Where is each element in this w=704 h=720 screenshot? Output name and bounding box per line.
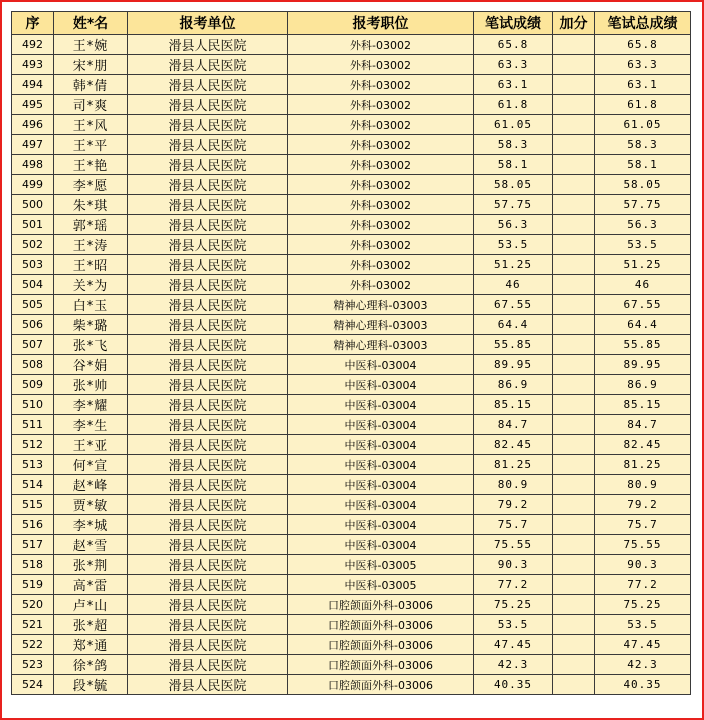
cell-no: 499 — [12, 175, 54, 195]
cell-position: 外科-03002 — [288, 135, 474, 155]
cell-total: 75.7 — [595, 515, 691, 535]
cell-total: 57.75 — [595, 195, 691, 215]
cell-score: 57.75 — [474, 195, 553, 215]
cell-unit: 滑县人民医院 — [128, 335, 288, 355]
table-row — [12, 635, 691, 655]
cell-bonus — [553, 255, 595, 275]
table-row — [12, 455, 691, 475]
cell-total: 46 — [595, 275, 691, 295]
cell-no: 524 — [12, 675, 54, 695]
cell-unit: 滑县人民医院 — [128, 135, 288, 155]
cell-name: 王*婉 — [54, 35, 128, 55]
cell-score: 63.3 — [474, 55, 553, 75]
cell-score: 65.8 — [474, 35, 553, 55]
cell-position: 口腔颌面外科-03006 — [288, 655, 474, 675]
cell-total: 61.05 — [595, 115, 691, 135]
cell-total: 61.8 — [595, 95, 691, 115]
table-row — [12, 675, 691, 695]
cell-no: 504 — [12, 275, 54, 295]
cell-unit: 滑县人民医院 — [128, 575, 288, 595]
cell-total: 82.45 — [595, 435, 691, 455]
cell-bonus — [553, 35, 595, 55]
cell-no: 522 — [12, 635, 54, 655]
cell-score: 82.45 — [474, 435, 553, 455]
cell-bonus — [553, 335, 595, 355]
cell-name: 高*雷 — [54, 575, 128, 595]
cell-bonus — [553, 595, 595, 615]
cell-name: 贾*敏 — [54, 495, 128, 515]
cell-no: 506 — [12, 315, 54, 335]
cell-name: 张*帅 — [54, 375, 128, 395]
cell-score: 46 — [474, 275, 553, 295]
cell-bonus — [553, 315, 595, 335]
table-row — [12, 135, 691, 155]
cell-position: 中医科-03004 — [288, 535, 474, 555]
cell-total: 89.95 — [595, 355, 691, 375]
cell-total: 75.25 — [595, 595, 691, 615]
cell-bonus — [553, 475, 595, 495]
cell-no: 521 — [12, 615, 54, 635]
cell-bonus — [553, 175, 595, 195]
cell-no: 510 — [12, 395, 54, 415]
header-name: 姓*名 — [54, 12, 128, 35]
cell-position: 精神心理科-03003 — [288, 335, 474, 355]
cell-unit: 滑县人民医院 — [128, 395, 288, 415]
cell-position: 中医科-03004 — [288, 395, 474, 415]
cell-no: 498 — [12, 155, 54, 175]
cell-position: 中医科-03005 — [288, 575, 474, 595]
cell-score: 75.7 — [474, 515, 553, 535]
cell-name: 王*涛 — [54, 235, 128, 255]
cell-name: 张*超 — [54, 615, 128, 635]
table-row — [12, 435, 691, 455]
cell-bonus — [553, 395, 595, 415]
cell-unit: 滑县人民医院 — [128, 275, 288, 295]
cell-total: 64.4 — [595, 315, 691, 335]
cell-total: 55.85 — [595, 335, 691, 355]
header-bonus: 加分 — [553, 12, 595, 35]
cell-name: 赵*雪 — [54, 535, 128, 555]
header-no: 序 — [12, 12, 54, 35]
cell-total: 63.3 — [595, 55, 691, 75]
header-unit: 报考单位 — [128, 12, 288, 35]
cell-score: 42.3 — [474, 655, 553, 675]
cell-no: 502 — [12, 235, 54, 255]
cell-total: 67.55 — [595, 295, 691, 315]
cell-bonus — [553, 235, 595, 255]
cell-name: 卢*山 — [54, 595, 128, 615]
cell-bonus — [553, 455, 595, 475]
cell-name: 王*风 — [54, 115, 128, 135]
cell-total: 53.5 — [595, 615, 691, 635]
cell-name: 白*玉 — [54, 295, 128, 315]
cell-unit: 滑县人民医院 — [128, 195, 288, 215]
cell-score: 53.5 — [474, 235, 553, 255]
cell-no: 518 — [12, 555, 54, 575]
cell-unit: 滑县人民医院 — [128, 595, 288, 615]
table-row — [12, 615, 691, 635]
cell-name: 关*为 — [54, 275, 128, 295]
table-row — [12, 175, 691, 195]
cell-bonus — [553, 75, 595, 95]
cell-score: 79.2 — [474, 495, 553, 515]
cell-no: 493 — [12, 55, 54, 75]
cell-no: 511 — [12, 415, 54, 435]
cell-no: 514 — [12, 475, 54, 495]
cell-no: 508 — [12, 355, 54, 375]
cell-position: 中医科-03005 — [288, 555, 474, 575]
cell-score: 67.55 — [474, 295, 553, 315]
cell-name: 谷*娟 — [54, 355, 128, 375]
cell-no: 505 — [12, 295, 54, 315]
cell-bonus — [553, 215, 595, 235]
cell-position: 外科-03002 — [288, 175, 474, 195]
table-header — [12, 12, 691, 35]
cell-name: 宋*朋 — [54, 55, 128, 75]
cell-score: 63.1 — [474, 75, 553, 95]
cell-name: 王*亚 — [54, 435, 128, 455]
cell-unit: 滑县人民医院 — [128, 455, 288, 475]
cell-unit: 滑县人民医院 — [128, 535, 288, 555]
cell-score: 64.4 — [474, 315, 553, 335]
cell-no: 517 — [12, 535, 54, 555]
cell-position: 口腔颌面外科-03006 — [288, 595, 474, 615]
cell-position: 外科-03002 — [288, 35, 474, 55]
cell-total: 63.1 — [595, 75, 691, 95]
cell-unit: 滑县人民医院 — [128, 75, 288, 95]
cell-bonus — [553, 515, 595, 535]
cell-score: 56.3 — [474, 215, 553, 235]
cell-position: 中医科-03004 — [288, 515, 474, 535]
cell-bonus — [553, 615, 595, 635]
cell-unit: 滑县人民医院 — [128, 175, 288, 195]
cell-unit: 滑县人民医院 — [128, 635, 288, 655]
cell-name: 李*愿 — [54, 175, 128, 195]
cell-position: 精神心理科-03003 — [288, 295, 474, 315]
cell-bonus — [553, 535, 595, 555]
cell-position: 外科-03002 — [288, 275, 474, 295]
cell-bonus — [553, 575, 595, 595]
table-row — [12, 315, 691, 335]
cell-total: 85.15 — [595, 395, 691, 415]
cell-name: 张*飞 — [54, 335, 128, 355]
cell-name: 赵*峰 — [54, 475, 128, 495]
cell-no: 519 — [12, 575, 54, 595]
cell-name: 王*昭 — [54, 255, 128, 275]
cell-no: 507 — [12, 335, 54, 355]
cell-total: 81.25 — [595, 455, 691, 475]
cell-total: 40.35 — [595, 675, 691, 695]
cell-total: 86.9 — [595, 375, 691, 395]
cell-no: 520 — [12, 595, 54, 615]
cell-unit: 滑县人民医院 — [128, 55, 288, 75]
cell-score: 61.8 — [474, 95, 553, 115]
cell-total: 75.55 — [595, 535, 691, 555]
cell-position: 中医科-03004 — [288, 415, 474, 435]
cell-unit: 滑县人民医院 — [128, 515, 288, 535]
cell-bonus — [553, 275, 595, 295]
cell-bonus — [553, 355, 595, 375]
cell-no: 500 — [12, 195, 54, 215]
table-row — [12, 255, 691, 275]
table-row — [12, 655, 691, 675]
cell-total: 84.7 — [595, 415, 691, 435]
cell-total: 90.3 — [595, 555, 691, 575]
cell-name: 段*毓 — [54, 675, 128, 695]
cell-unit: 滑县人民医院 — [128, 295, 288, 315]
cell-total: 51.25 — [595, 255, 691, 275]
cell-score: 47.45 — [474, 635, 553, 655]
cell-name: 王*艳 — [54, 155, 128, 175]
cell-position: 中医科-03004 — [288, 435, 474, 455]
cell-score: 58.05 — [474, 175, 553, 195]
cell-score: 84.7 — [474, 415, 553, 435]
cell-total: 42.3 — [595, 655, 691, 675]
cell-total: 80.9 — [595, 475, 691, 495]
table-row — [12, 535, 691, 555]
cell-score: 40.35 — [474, 675, 553, 695]
cell-bonus — [553, 195, 595, 215]
cell-bonus — [553, 415, 595, 435]
cell-position: 外科-03002 — [288, 55, 474, 75]
cell-position: 外科-03002 — [288, 95, 474, 115]
cell-score: 80.9 — [474, 475, 553, 495]
cell-unit: 滑县人民医院 — [128, 675, 288, 695]
cell-score: 75.25 — [474, 595, 553, 615]
table-row — [12, 295, 691, 315]
cell-unit: 滑县人民医院 — [128, 115, 288, 135]
cell-name: 郑*通 — [54, 635, 128, 655]
table-row — [12, 195, 691, 215]
cell-no: 523 — [12, 655, 54, 675]
cell-name: 何*宣 — [54, 455, 128, 475]
cell-no: 495 — [12, 95, 54, 115]
cell-total: 58.05 — [595, 175, 691, 195]
cell-unit: 滑县人民医院 — [128, 215, 288, 235]
table-row — [12, 395, 691, 415]
cell-position: 中医科-03004 — [288, 355, 474, 375]
cell-position: 中医科-03004 — [288, 455, 474, 475]
cell-no: 492 — [12, 35, 54, 55]
header-total: 笔试总成绩 — [595, 12, 691, 35]
cell-position: 中医科-03004 — [288, 375, 474, 395]
cell-unit: 滑县人民医院 — [128, 235, 288, 255]
cell-position: 外科-03002 — [288, 195, 474, 215]
header-row — [12, 12, 691, 35]
cell-unit: 滑县人民医院 — [128, 415, 288, 435]
cell-score: 77.2 — [474, 575, 553, 595]
cell-no: 494 — [12, 75, 54, 95]
cell-bonus — [553, 115, 595, 135]
cell-unit: 滑县人民医院 — [128, 375, 288, 395]
cell-unit: 滑县人民医院 — [128, 355, 288, 375]
table-row — [12, 115, 691, 135]
table-row — [12, 495, 691, 515]
cell-position: 精神心理科-03003 — [288, 315, 474, 335]
cell-position: 外科-03002 — [288, 215, 474, 235]
cell-position: 中医科-03004 — [288, 495, 474, 515]
cell-bonus — [553, 495, 595, 515]
cell-bonus — [553, 295, 595, 315]
cell-unit: 滑县人民医院 — [128, 95, 288, 115]
cell-unit: 滑县人民医院 — [128, 35, 288, 55]
cell-no: 496 — [12, 115, 54, 135]
cell-score: 53.5 — [474, 615, 553, 635]
cell-score: 86.9 — [474, 375, 553, 395]
cell-name: 柴*璐 — [54, 315, 128, 335]
cell-name: 李*耀 — [54, 395, 128, 415]
cell-unit: 滑县人民医院 — [128, 255, 288, 275]
cell-bonus — [553, 635, 595, 655]
cell-score: 58.1 — [474, 155, 553, 175]
cell-position: 外科-03002 — [288, 115, 474, 135]
cell-total: 56.3 — [595, 215, 691, 235]
cell-unit: 滑县人民医院 — [128, 315, 288, 335]
cell-bonus — [553, 555, 595, 575]
cell-unit: 滑县人民医院 — [128, 555, 288, 575]
table-row — [12, 515, 691, 535]
cell-bonus — [553, 55, 595, 75]
cell-no: 516 — [12, 515, 54, 535]
cell-bonus — [553, 95, 595, 115]
cell-total: 65.8 — [595, 35, 691, 55]
table-row — [12, 555, 691, 575]
cell-total: 79.2 — [595, 495, 691, 515]
cell-unit: 滑县人民医院 — [128, 495, 288, 515]
cell-score: 90.3 — [474, 555, 553, 575]
cell-score: 61.05 — [474, 115, 553, 135]
table-row — [12, 155, 691, 175]
cell-bonus — [553, 155, 595, 175]
cell-position: 口腔颌面外科-03006 — [288, 635, 474, 655]
cell-bonus — [553, 675, 595, 695]
cell-no: 512 — [12, 435, 54, 455]
table-body — [12, 35, 691, 695]
cell-name: 郭*瑶 — [54, 215, 128, 235]
cell-score: 85.15 — [474, 395, 553, 415]
cell-name: 王*平 — [54, 135, 128, 155]
cell-score: 89.95 — [474, 355, 553, 375]
cell-total: 58.3 — [595, 135, 691, 155]
cell-unit: 滑县人民医院 — [128, 435, 288, 455]
cell-position: 口腔颌面外科-03006 — [288, 675, 474, 695]
cell-bonus — [553, 135, 595, 155]
cell-name: 韩*倩 — [54, 75, 128, 95]
cell-name: 李*城 — [54, 515, 128, 535]
cell-total: 58.1 — [595, 155, 691, 175]
cell-position: 外科-03002 — [288, 235, 474, 255]
table-row — [12, 95, 691, 115]
cell-position: 外科-03002 — [288, 255, 474, 275]
table-row — [12, 575, 691, 595]
cell-score: 58.3 — [474, 135, 553, 155]
cell-total: 77.2 — [595, 575, 691, 595]
cell-score: 81.25 — [474, 455, 553, 475]
cell-total: 47.45 — [595, 635, 691, 655]
table-row — [12, 75, 691, 95]
header-score: 笔试成绩 — [474, 12, 553, 35]
cell-position: 外科-03002 — [288, 155, 474, 175]
table-row — [12, 375, 691, 395]
table-row — [12, 355, 691, 375]
cell-name: 司*爽 — [54, 95, 128, 115]
table-row — [12, 35, 691, 55]
cell-score: 55.85 — [474, 335, 553, 355]
table-row — [12, 55, 691, 75]
cell-bonus — [553, 375, 595, 395]
cell-name: 李*生 — [54, 415, 128, 435]
cell-no: 497 — [12, 135, 54, 155]
cell-no: 501 — [12, 215, 54, 235]
table-row — [12, 415, 691, 435]
table-row — [12, 215, 691, 235]
cell-unit: 滑县人民医院 — [128, 655, 288, 675]
cell-no: 503 — [12, 255, 54, 275]
cell-position: 口腔颌面外科-03006 — [288, 615, 474, 635]
cell-bonus — [553, 435, 595, 455]
cell-score: 75.55 — [474, 535, 553, 555]
score-table — [11, 11, 691, 695]
table-row — [12, 475, 691, 495]
table-row — [12, 275, 691, 295]
cell-unit: 滑县人民医院 — [128, 615, 288, 635]
table-row — [12, 595, 691, 615]
cell-name: 徐*鸽 — [54, 655, 128, 675]
cell-no: 509 — [12, 375, 54, 395]
cell-total: 53.5 — [595, 235, 691, 255]
cell-no: 515 — [12, 495, 54, 515]
cell-bonus — [553, 655, 595, 675]
cell-score: 51.25 — [474, 255, 553, 275]
cell-position: 中医科-03004 — [288, 475, 474, 495]
cell-name: 朱*琪 — [54, 195, 128, 215]
table-row — [12, 235, 691, 255]
cell-name: 张*荆 — [54, 555, 128, 575]
cell-position: 外科-03002 — [288, 75, 474, 95]
cell-unit: 滑县人民医院 — [128, 475, 288, 495]
header-position: 报考职位 — [288, 12, 474, 35]
cell-no: 513 — [12, 455, 54, 475]
table-row — [12, 335, 691, 355]
cell-unit: 滑县人民医院 — [128, 155, 288, 175]
